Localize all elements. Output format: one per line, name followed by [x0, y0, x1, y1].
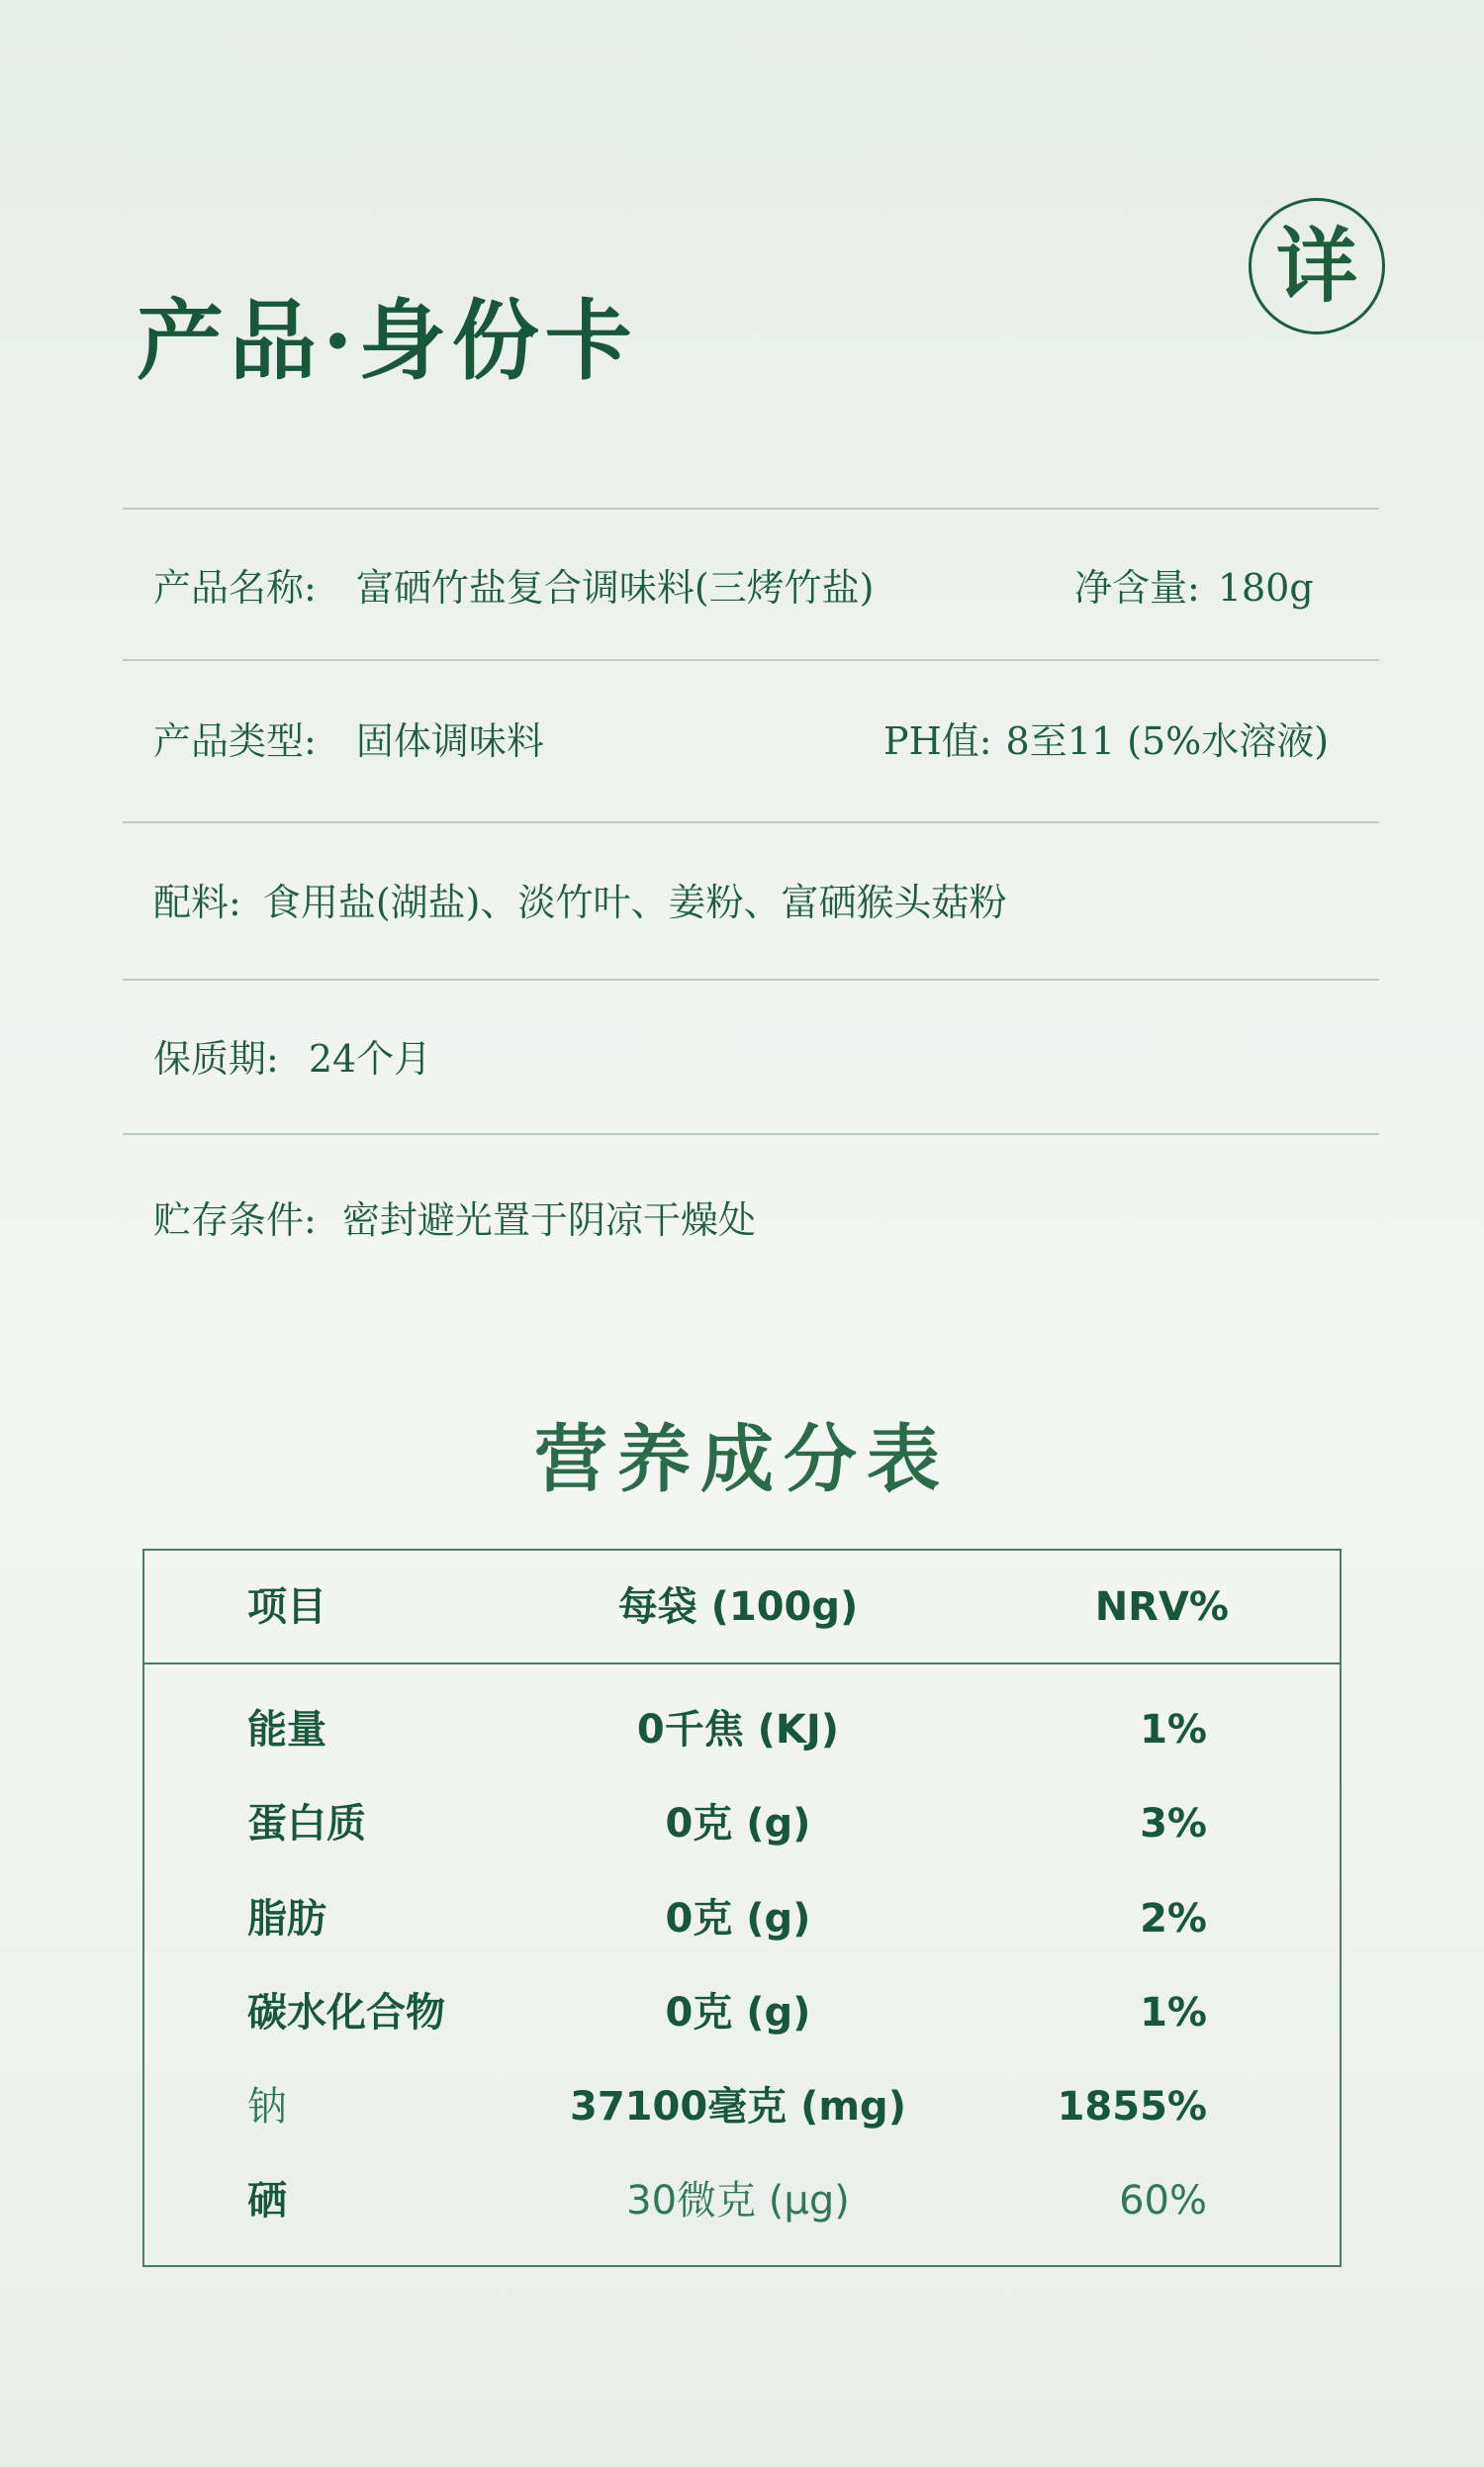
product-type-value: 固体调味料	[355, 719, 544, 763]
row-nrv: 1%	[1140, 1707, 1207, 1753]
row-item: 硒	[247, 2178, 287, 2224]
row-item: 蛋白质	[247, 1801, 366, 1847]
row-per-bag: 0克 (g)	[665, 1990, 811, 2036]
header-per-bag: 每袋 (100g)	[617, 1584, 859, 1630]
divider	[123, 821, 1379, 823]
net-content-value: 180g	[1217, 566, 1314, 610]
row-nrv: 60%	[1119, 2178, 1207, 2224]
header-nrv: NRV%	[1094, 1584, 1229, 1630]
net-content-row	[1074, 566, 1314, 610]
shelf-life-value: 24个月	[308, 1037, 432, 1081]
row-item: 能量	[247, 1707, 326, 1753]
ph-row	[883, 719, 1330, 763]
row-per-bag: 0克 (g)	[665, 1801, 811, 1847]
row-nrv: 1855%	[1057, 2084, 1207, 2130]
row-nrv: 3%	[1140, 1801, 1207, 1847]
row-per-bag: 0克 (g)	[665, 1896, 811, 1942]
detail-seal-badge: 详	[1249, 198, 1385, 334]
divider	[123, 979, 1379, 981]
row-per-bag: 0千焦 (KJ)	[636, 1707, 840, 1753]
ingredients-label: 配料:	[153, 881, 241, 924]
storage-label: 贮存条件:	[153, 1198, 317, 1242]
shelf-life-row	[153, 1037, 432, 1081]
row-per-bag: 37100毫克 (mg)	[570, 2084, 906, 2130]
shelf-life-label: 保质期:	[153, 1037, 279, 1081]
nutrition-title: 营养成分表	[534, 1417, 950, 1502]
ingredients-value: 食用盐(湖盐)、淡竹叶、姜粉、富硒猴头菇粉	[262, 881, 1007, 924]
nutrition-table	[142, 1549, 1342, 2267]
divider	[123, 659, 1379, 661]
product-name-row	[153, 566, 875, 610]
divider	[123, 1133, 1379, 1135]
row-item: 钠	[247, 2084, 287, 2130]
row-nrv: 2%	[1140, 1896, 1207, 1942]
ingredients-row	[153, 881, 1007, 924]
product-type-row	[153, 719, 544, 763]
product-name-label: 产品名称:	[153, 566, 317, 610]
header-divider	[144, 1662, 1340, 1664]
row-item: 脂肪	[247, 1896, 326, 1942]
ph-label: PH值:	[883, 719, 992, 763]
row-per-bag: 30微克 (μg)	[626, 2178, 850, 2224]
storage-row	[153, 1198, 756, 1242]
divider	[123, 508, 1379, 510]
product-type-label: 产品类型:	[153, 719, 317, 763]
page-title: 产品·身份卡	[137, 289, 638, 392]
header-item: 项目	[247, 1584, 326, 1630]
row-nrv: 1%	[1140, 1990, 1207, 2036]
row-item: 碳水化合物	[247, 1990, 445, 2036]
product-name-value: 富硒竹盐复合调味料(三烤竹盐)	[355, 566, 875, 610]
ph-value: 8至11 (5%水溶液)	[1005, 719, 1330, 763]
net-content-label: 净含量:	[1074, 566, 1200, 610]
storage-value: 密封避光置于阴凉干燥处	[341, 1198, 756, 1242]
